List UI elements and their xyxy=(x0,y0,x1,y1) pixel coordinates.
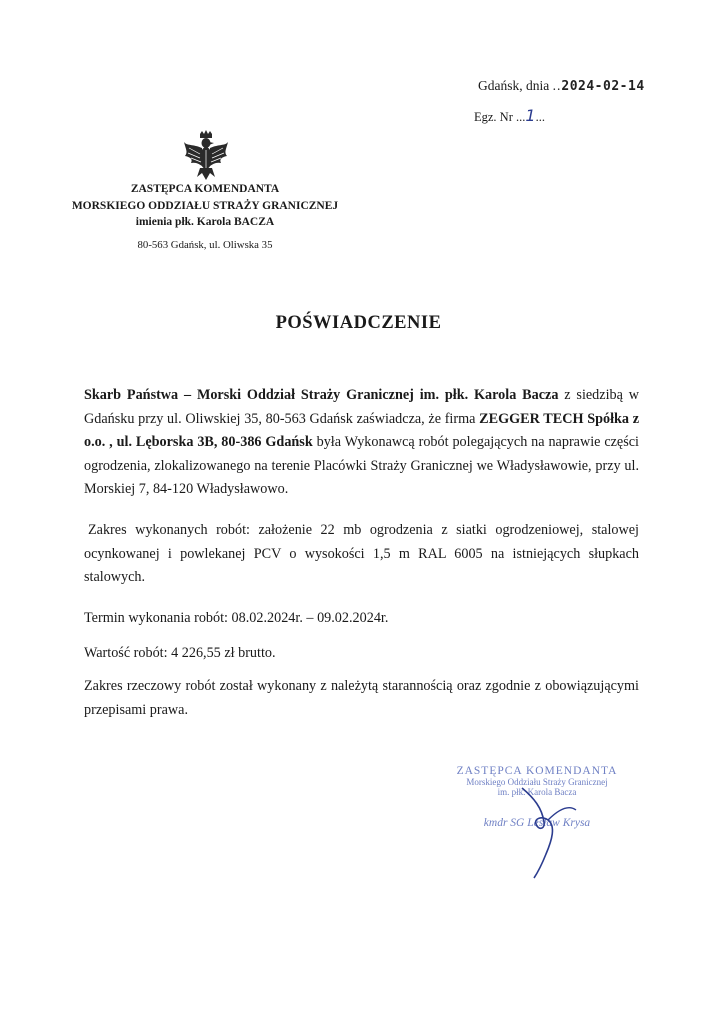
date-prefix: Gdańsk, dnia xyxy=(478,78,550,93)
egz-dots: ... xyxy=(516,110,526,124)
paragraph-dates: Termin wykonania robót: 08.02.2024r. – 09.02.2024r. xyxy=(84,610,389,626)
stamp-patron: im. płk. Karola Bacza xyxy=(497,787,577,797)
stamp-title: ZASTĘPCA KOMENDANTA xyxy=(456,765,618,777)
company-name: ZEGGER TECH Spółka z o.o. , ul. Lęborska 3B, 80-386 Gdańsk xyxy=(84,410,639,450)
org-title-line3: imienia płk. Karola BACZA xyxy=(135,216,275,228)
paragraph-certification: Skarb Państwa – Morski Oddział Straży Granicznej im. płk. Karola Bacza z siedzibą w Gdańsku przy ul. Oliwskiej 35, 80-563 Gdańsk zaświadcza, że firma ZEGGER TECH Spółka z o.o. , ul. Lęborska 3B, 80-386 Gdańsk była Wykonawcą robót polegających na naprawie części ogrodzenia, zlokalizowanego na terenie Placówki Straży Granicznej we Władysławowie, przy ul. Morskiej 7, 84-120 Władysławowo. xyxy=(84,387,640,497)
polish-eagle-emblem-icon xyxy=(183,130,229,182)
paragraph-scope: Zakres wykonanych robót: założenie 22 mb ogrodzenia z siatki ogrodzeniowej, stalowej ocynkowanej i powlekanej PCV o wysokości 1,5 m RAL 6005 na istniejących słupkach stalowych. xyxy=(84,522,639,585)
stamp-unit: Morskiego Oddziału Straży Granicznej xyxy=(466,777,608,787)
date-dots: .. xyxy=(552,78,562,93)
org-title-line1: ZASTĘPCA KOMENDANTA xyxy=(130,183,280,195)
paragraph-value: Wartość robót: 4 226,55 zł brutto. xyxy=(84,645,276,661)
stamp-signatory: kmdr SG Lesław Krysa xyxy=(483,817,591,829)
issuer-name: Skarb Państwa – Morski Oddział Straży Granicznej im. płk. Karola Bacza xyxy=(84,387,559,403)
egz-prefix: Egz. Nr xyxy=(474,110,513,124)
org-address: 80-563 Gdańsk, ul. Oliwska 35 xyxy=(137,239,273,251)
date-handwritten: 2024-02-14 xyxy=(561,79,645,94)
document-title: POŚWIADCZENIE xyxy=(275,313,442,333)
document-date xyxy=(478,78,645,94)
handwritten-signature-icon xyxy=(512,780,592,880)
copy-number: Egz. Nr ...1... xyxy=(474,106,545,125)
egz-handwritten: 1 xyxy=(525,106,536,125)
paragraph-conclusion: Zakres rzeczowy robót został wykonany z należytą starannością oraz zgodnie z obowiązującymi przepisami prawa. xyxy=(84,678,639,718)
org-title-line2: MORSKIEGO ODDZIAŁU STRAŻY GRANICZNEJ xyxy=(71,200,339,212)
